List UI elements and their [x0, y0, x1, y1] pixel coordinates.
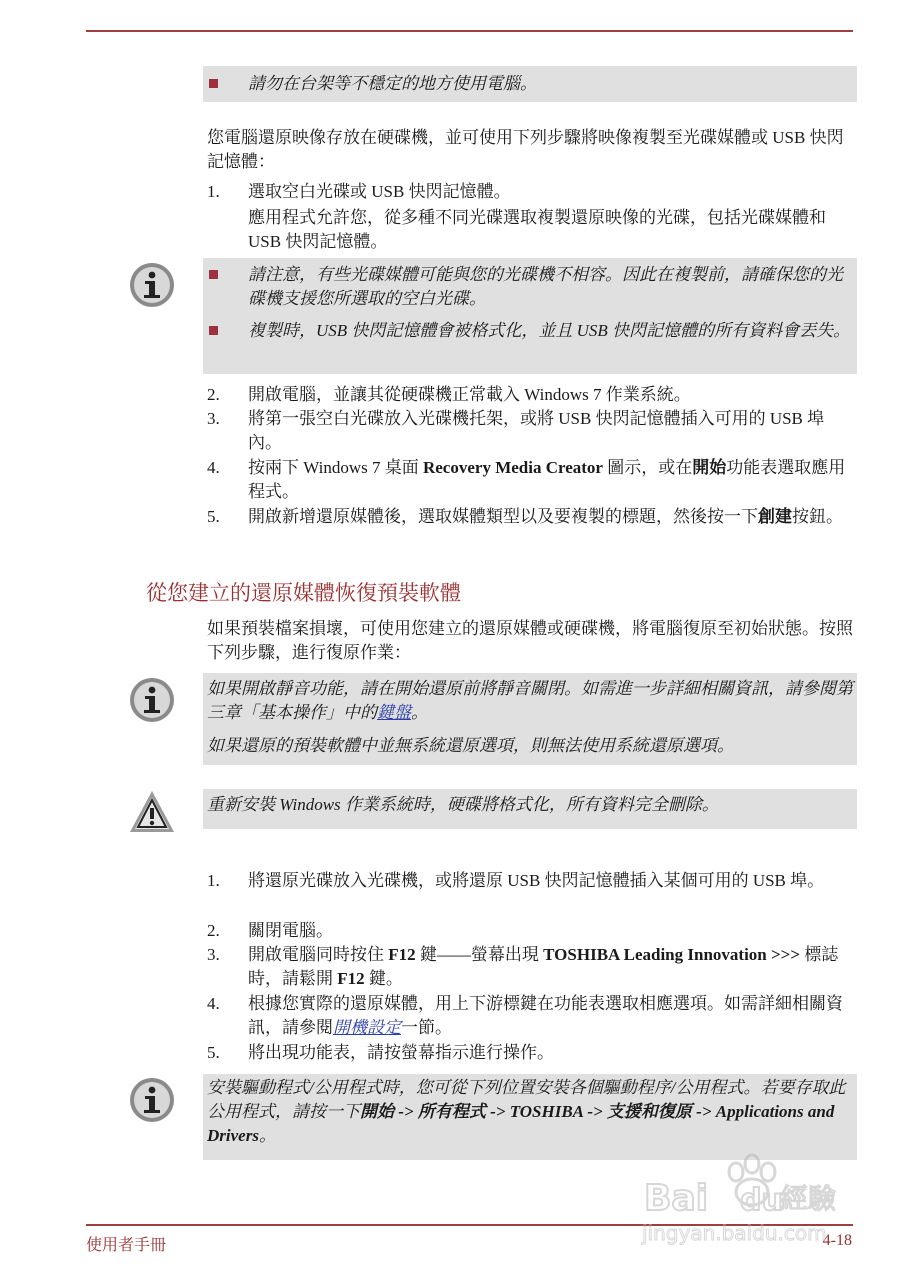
step-text: 將第一張空白光碟放入光碟機托架，或將 USB 快閃記憶體插入可用的 USB 埠內。: [248, 409, 825, 452]
bullet-square-icon: [209, 79, 218, 88]
note-bullet: [203, 263, 857, 311]
footer-rule: [86, 1224, 853, 1226]
watermark-brand: Bai: [644, 1178, 709, 1219]
footer-manual-title: 使用者手冊: [86, 1237, 167, 1254]
step-text: 開啟新增還原媒體後，選取媒體類型以及要複製的標題，然後按一下創建按鈕。: [248, 507, 843, 526]
boot-settings-link[interactable]: 開機設定: [333, 1018, 401, 1037]
step-text: 按兩下 Windows 7 桌面 Recovery Media Creator 圖示，或在開始功能表選取應用程式。: [248, 458, 846, 501]
intro-paragraph: 您電腦還原映像存放在硬碟機，並可使用下列步驟將映像複製至光碟媒體或 USB 快閃記憶體：: [207, 128, 844, 171]
warning-text: 重新安裝 Windows 作業系統時，硬碟將格式化，所有資料完全刪除。: [207, 795, 719, 814]
keyboard-link[interactable]: 鍵盤: [377, 703, 411, 722]
note-text: 安裝驅動程式/公用程式時，您可從下列位置安裝各個驅動程序/公用程式。若要存取此公用程式，請按一下開始 -> 所有程式 -> TOSHIBA -> 支援和復原 -> Applications and Drivers。: [207, 1078, 846, 1145]
step-text: 將還原光碟放入光碟機，或將還原 USB 快閃記憶體插入某個可用的 USB 埠。: [248, 871, 825, 890]
note-text: 請注意，有些光碟媒體可能與您的光碟機不相容。因此在複製前，請確保您的光碟機支援您所選取的空白光碟。: [248, 265, 843, 308]
bullet-square-icon: [209, 270, 218, 279]
info-note-c: [203, 1074, 857, 1160]
warning-note: [203, 789, 857, 829]
note-text: 如果還原的預裝軟體中並無系統還原選項，則無法使用系統還原選項。: [207, 736, 734, 755]
step-text: 將出現功能表，請按螢幕指示進行操作。: [248, 1043, 554, 1062]
step-number: 3.: [207, 945, 220, 964]
note-bullet: [203, 319, 857, 343]
warning-icon: [128, 788, 176, 836]
step-text: 關閉電腦。: [248, 921, 333, 940]
section-intro: 如果預裝檔案損壞，可使用您建立的還原媒體或硬碟機，將電腦復原至初始狀態。按照下列步驟，進行復原作業：: [207, 619, 853, 662]
step-number: 3.: [207, 409, 220, 428]
note-text: 複製時，USB 快閃記憶體會被格式化，並且 USB 快閃記憶體的所有資料會丟失。: [248, 321, 851, 340]
info-icon: [128, 1076, 176, 1124]
step-number: 2.: [207, 385, 220, 404]
menu-path: 開始 -> 所有程式 -> TOSHIBA -> 支援和復原 -> Applications and Drivers: [207, 1102, 835, 1145]
note-bullet: [203, 72, 857, 96]
watermark-url: jingyan.baidu.com: [642, 1221, 827, 1245]
watermark-brand: du: [740, 1183, 783, 1218]
key-name: F12: [388, 945, 416, 964]
app-name: Recovery Media Creator: [422, 458, 603, 477]
key-name: F12: [337, 969, 365, 988]
step-b5: [207, 1041, 857, 1065]
step-a2: [207, 383, 857, 407]
step-a5: [207, 505, 857, 529]
info-icon: [128, 676, 176, 724]
menu-name: 開始: [692, 458, 727, 477]
info-note-b: [203, 673, 857, 765]
step-text: 開啟電腦同時按住 F12 鍵——螢幕出現 TOSHIBA Leading Innovation >>> 標誌時，請鬆開 F12 鍵。: [248, 945, 839, 988]
page-number: 4-18: [822, 1232, 852, 1249]
step-b2: [207, 919, 857, 943]
step-a1: [207, 180, 857, 254]
header-rule: [86, 30, 853, 32]
bullet-square-icon: [209, 326, 218, 335]
step-text: 選取空白光碟或 USB 快閃記憶體。: [248, 182, 511, 201]
step-text: 開啟電腦，並讓其從硬碟機正常載入 Windows 7 作業系統。: [248, 385, 691, 404]
step-b1: [207, 869, 857, 893]
caution-note-top: [203, 66, 857, 102]
info-note-a: [203, 258, 857, 374]
step-number: 1.: [207, 182, 220, 201]
step-a3: [207, 407, 857, 455]
info-icon: [128, 261, 176, 309]
button-name: 創建: [758, 507, 792, 526]
step-subtext: 應用程式允許您，從多種不同光碟選取複製還原映像的光碟，包括光碟媒體和 USB 快閃記憶體。: [248, 208, 826, 251]
step-b3: [207, 943, 857, 991]
section-heading: 從您建立的還原媒體恢復預裝軟體: [146, 581, 461, 605]
watermark-cn: 經驗: [780, 1182, 837, 1215]
step-number: 5.: [207, 1043, 220, 1062]
step-a4: [207, 456, 857, 504]
note-text: 如果開啟靜音功能，請在開始還原前將靜音關閉。如需進一步詳細相關資訊，請參閱第三章「基本操作」中的鍵盤。: [207, 679, 853, 722]
step-b4: [207, 992, 857, 1040]
step-number: 1.: [207, 871, 220, 890]
logo-text: TOSHIBA Leading Innovation >>>: [543, 945, 801, 964]
step-text: 根據您實際的還原媒體，用上下游標鍵在功能表選取相應選項。如需詳細相關資訊，請參閱開機設定一節。: [248, 994, 843, 1037]
step-number: 2.: [207, 921, 220, 940]
step-number: 4.: [207, 994, 220, 1013]
note-text: 請勿在台架等不穩定的地方使用電腦。: [248, 74, 537, 93]
step-number: 4.: [207, 458, 220, 477]
step-number: 5.: [207, 507, 220, 526]
